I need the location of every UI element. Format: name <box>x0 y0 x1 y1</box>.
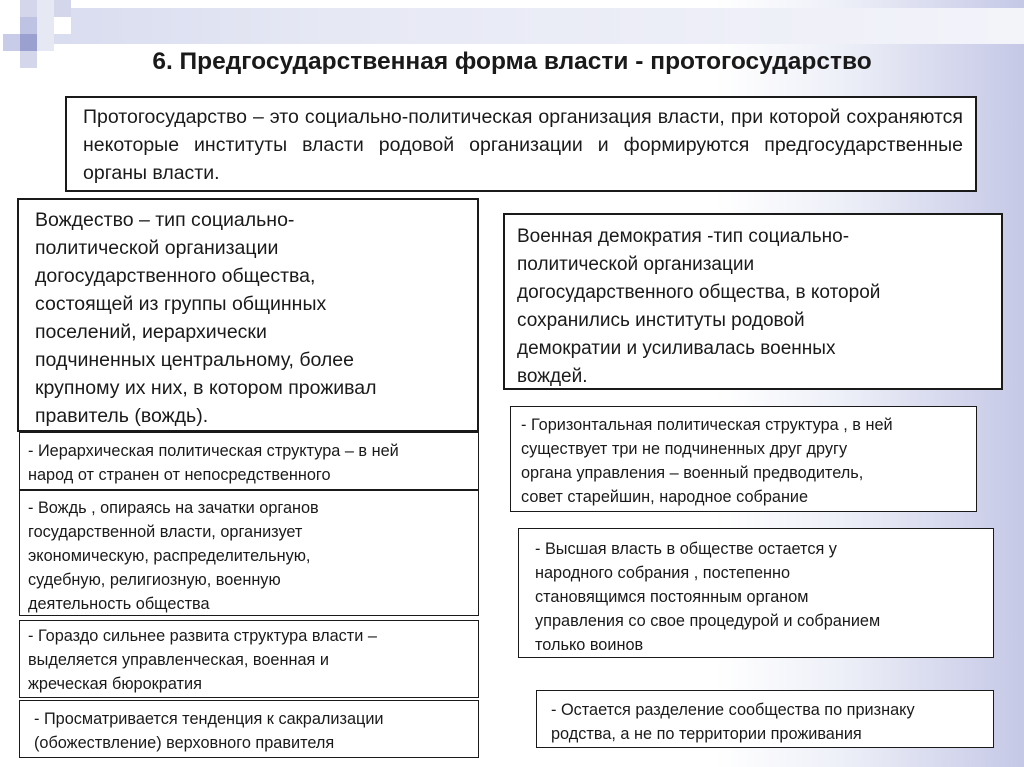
chiefdom-item-text: - Иерархическая политическая структура – в ней народ от странен от непосредственного <box>28 442 399 484</box>
military-democracy-item-box <box>510 406 977 512</box>
chiefdom-item-box <box>19 490 479 616</box>
military-democracy-item-text: - Высшая власть в обществе остается у народного собрания , постепенно становящимся постоянным органом управления со свое процедурой и собранием только воинов <box>535 540 881 654</box>
military-democracy-definition-text: Военная демократия -тип социально- политической организации догосударственного общества, в которой сохранились институты родовой демократии и усиливалась военных вождей. <box>517 226 881 387</box>
decor-square <box>54 17 71 34</box>
decor-square <box>20 0 37 17</box>
chiefdom-item-box <box>19 620 479 698</box>
chiefdom-item-box <box>19 700 479 758</box>
slide-title: 6. Предгосударственная форма власти - протогосударство <box>152 48 872 75</box>
military-democracy-item-box <box>518 528 994 658</box>
header-band <box>38 8 1024 44</box>
decor-square <box>20 17 37 34</box>
chiefdom-item-box <box>19 432 479 490</box>
decor-square <box>37 0 54 17</box>
chiefdom-definition-text: Вождество – тип социально- политической организации догосударственного общества, состоящей из группы общинных поселений, иерархически подчиненных центральному, более крупному их них, в котором проживал правитель (вождь). <box>35 209 377 427</box>
decor-square <box>54 0 71 17</box>
chiefdom-item-text: - Гораздо сильнее развита структура власти – выделяется управленческая, военная и жреческая бюрократия <box>28 627 377 693</box>
chiefdom-definition-box <box>17 198 479 432</box>
definition-box <box>65 96 977 192</box>
military-democracy-item-text: - Остается разделение сообщества по признаку родства, а не по территории проживания <box>551 701 915 743</box>
chiefdom-item-text: - Просматривается тенденция к сакрализации (обожествление) верховного правителя <box>34 710 384 752</box>
military-democracy-item-box <box>536 690 994 748</box>
military-democracy-definition-box <box>503 213 1003 390</box>
military-democracy-item-text: - Горизонтальная политическая структура , в ней существует три не подчиненных друг другу органа управления – военный предводитель, совет старейшин, народное собрание <box>521 416 893 506</box>
decor-square <box>37 17 54 34</box>
definition-text: Протогосударство – это социально-политическая организация власти, при которой сохраняются некоторые институты власти родовой организации и формируются предгосударственные органы власти. <box>83 106 963 184</box>
chiefdom-item-text: - Вождь , опираясь на зачатки органов государственной власти, организует экономическую, распределительную, судебную, религиозную, военную деятельность общества <box>28 499 319 613</box>
